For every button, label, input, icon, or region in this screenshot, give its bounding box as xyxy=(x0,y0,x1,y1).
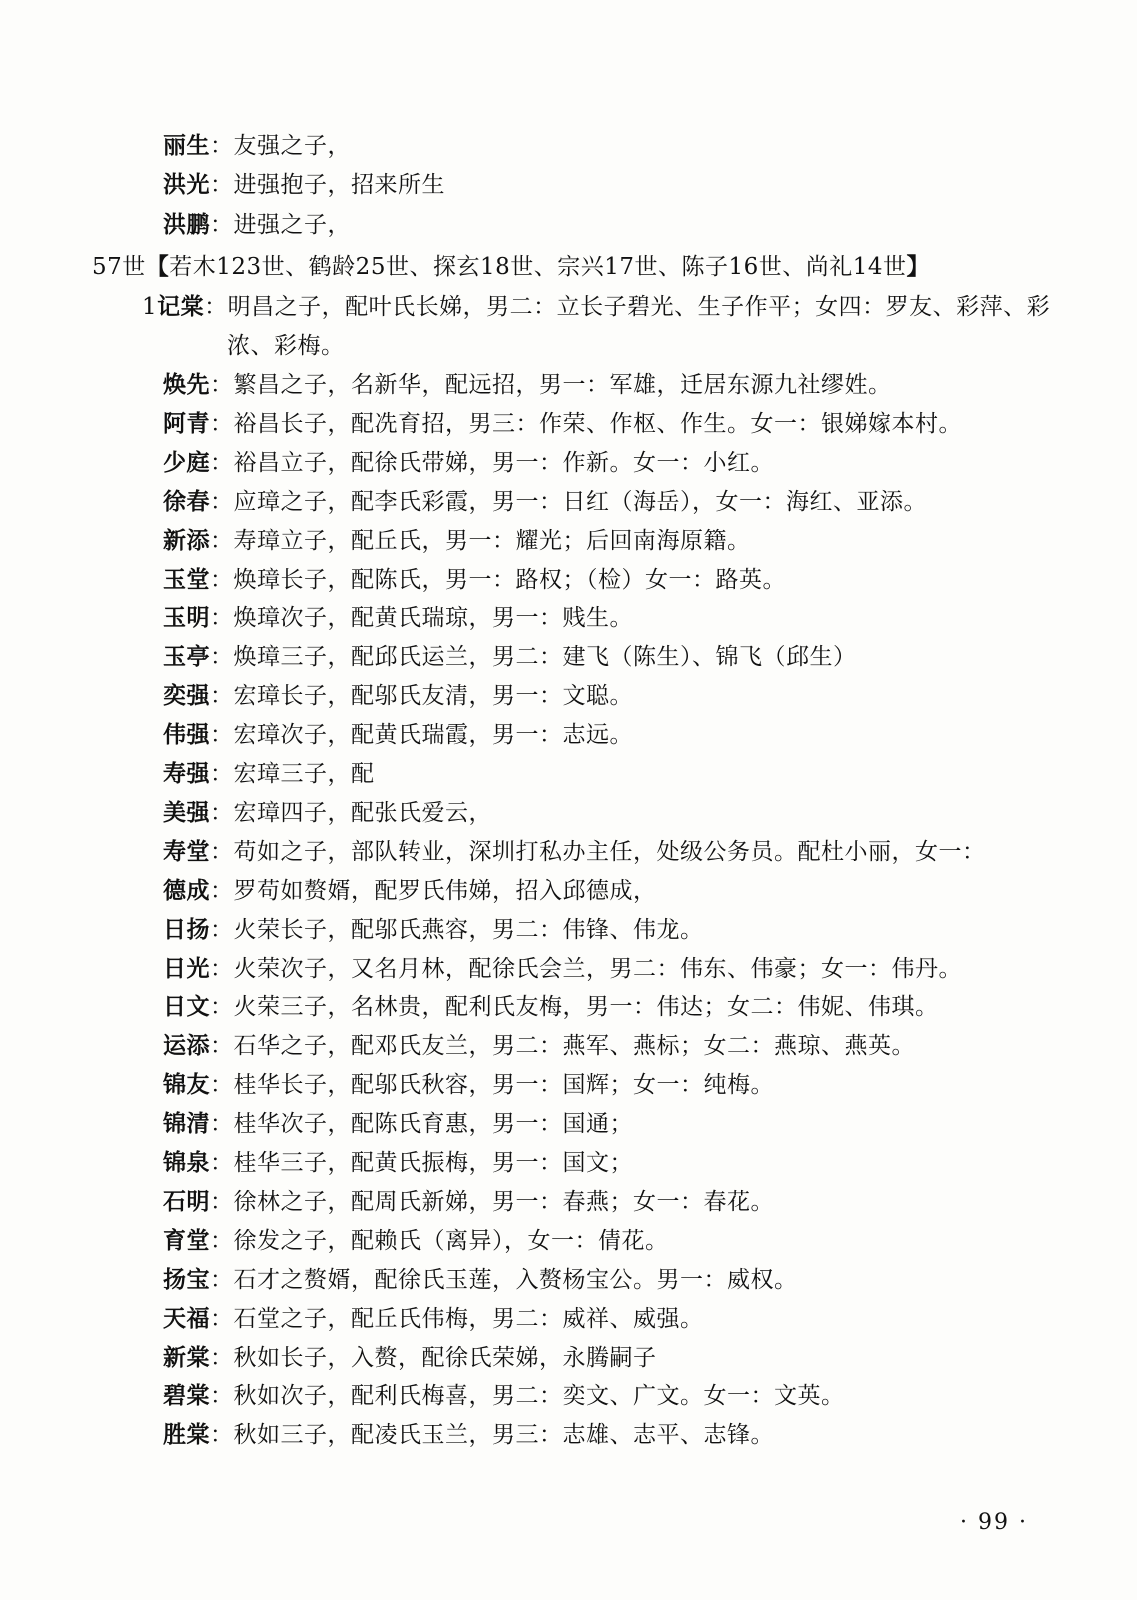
entry-text: ：石华之子，配邓氏友兰，男二：燕军、燕标；女二：燕琼、燕英。 xyxy=(210,1033,915,1059)
entry-name: 新添 xyxy=(163,528,210,554)
entry-name: 日光 xyxy=(163,956,210,982)
entry-line xyxy=(163,1381,845,1411)
entry-line xyxy=(142,292,1050,322)
entry-text: ：宏璋四子，配张氏爱云， xyxy=(210,800,492,826)
entry-number: 1 xyxy=(142,294,158,320)
entry-name: 阿青 xyxy=(163,411,210,437)
entry-name: 洪光 xyxy=(163,172,210,198)
entry-line xyxy=(163,565,786,595)
entry-name: 寿强 xyxy=(163,761,210,787)
entry-text: ：应璋之子，配李氏彩霞，男一：日红（海岳），女一：海红、亚添。 xyxy=(210,489,927,515)
entry-name: 玉堂 xyxy=(163,567,210,593)
entry-text: ：明昌之子，配叶氏长娣，男二：立长子碧光、生子作平；女四：罗友、彩萍、彩 xyxy=(204,294,1051,320)
entry-text: ：进强之子， xyxy=(210,212,351,238)
entry-line xyxy=(163,837,986,867)
entry-line xyxy=(163,759,375,789)
entry-text: ：徐林之子，配周氏新娣，男一：春燕；女一：春花。 xyxy=(210,1189,774,1215)
entry-name: 锦清 xyxy=(163,1111,210,1137)
entry-name: 丽生 xyxy=(163,133,210,159)
entry-text: ：裕昌立子，配徐氏带娣，男一：作新。女一：小红。 xyxy=(210,450,774,476)
entry-text: ：桂华三子，配黄氏振梅，男一：国文； xyxy=(210,1150,633,1176)
entry-text: ：友强之子， xyxy=(210,133,351,159)
entry-name: 奕强 xyxy=(163,683,210,709)
entry-text: ：秋如三子，配凌氏玉兰，男三：志雄、志平、志锋。 xyxy=(210,1422,774,1448)
entry-line xyxy=(163,1031,915,1061)
entry-name: 少庭 xyxy=(163,450,210,476)
entry-name: 玉明 xyxy=(163,605,210,631)
entry-line xyxy=(163,720,633,750)
entry-name: 新棠 xyxy=(163,1345,210,1371)
page-number: · 99 · xyxy=(960,1510,1028,1535)
entry-line xyxy=(163,1265,798,1295)
entry-text: ：宏璋次子，配黄氏瑞霞，男一：志远。 xyxy=(210,722,633,748)
entry-name: 育堂 xyxy=(163,1228,210,1254)
entry-line xyxy=(163,992,939,1022)
entry-text: ：火荣三子，名林贵，配利氏友梅，男一：伟达；女二：伟妮、伟琪。 xyxy=(210,994,939,1020)
entry-text: ：寿璋立子，配丘氏，男一：耀光；后回南海原籍。 xyxy=(210,528,751,554)
entry-name: 天福 xyxy=(163,1306,210,1332)
entry-line xyxy=(163,915,704,945)
generation-bracket-open: 【 xyxy=(145,254,170,280)
entry-text: ：桂华次子，配陈氏育惠，男一：国通； xyxy=(210,1111,633,1137)
entry-name: 焕先 xyxy=(163,372,210,398)
entry-line xyxy=(163,526,751,556)
entry-name: 石明 xyxy=(163,1189,210,1215)
entry-text: ：裕昌长子，配冼育招，男三：作荣、作枢、作生。女一：银娣嫁本村。 xyxy=(210,411,962,437)
entry-text: ：火荣长子，配邬氏燕容，男二：伟锋、伟龙。 xyxy=(210,917,704,943)
entry-line xyxy=(163,1420,774,1450)
entry-text: ：桂华长子，配邬氏秋容，男一：国辉；女一：纯梅。 xyxy=(210,1072,774,1098)
entry-name: 美强 xyxy=(163,800,210,826)
entry-line xyxy=(163,876,657,906)
entry-name: 日文 xyxy=(163,994,210,1020)
entry-text: ：宏璋长子，配邬氏友清，男一：文聪。 xyxy=(210,683,633,709)
generation-bracket-close: 】 xyxy=(906,254,931,280)
entry-line xyxy=(163,1343,657,1373)
entry-name: 日扬 xyxy=(163,917,210,943)
entry-name: 德成 xyxy=(163,878,210,904)
entry-text: ：宏璋三子，配 xyxy=(210,761,375,787)
entry-line xyxy=(163,1304,704,1334)
entry-name: 运添 xyxy=(163,1033,210,1059)
entry-line xyxy=(163,487,927,517)
entry-text: ：罗苟如赘婿，配罗氏伟娣，招入邱德成， xyxy=(210,878,657,904)
entry-text: ：进强抱子，招来所生 xyxy=(210,172,445,198)
generation-heading xyxy=(92,252,930,282)
entry-line xyxy=(163,642,857,672)
entry-name: 伟强 xyxy=(163,722,210,748)
entry-name: 玉亭 xyxy=(163,644,210,670)
entry-text: ：徐发之子，配赖氏（离异），女一：倩花。 xyxy=(210,1228,669,1254)
entry-line xyxy=(163,1148,633,1178)
entry-name: 徐春 xyxy=(163,489,210,515)
entry-line xyxy=(163,954,962,984)
entry-text: ：秋如次子，配利氏梅喜，男二：奕文、广文。女一：文英。 xyxy=(210,1383,845,1409)
entry-line xyxy=(163,448,774,478)
entry-line xyxy=(163,1109,633,1139)
entry-line xyxy=(163,370,892,400)
entry-name: 洪鹏 xyxy=(163,212,210,238)
entry-text: ：焕璋长子，配陈氏，男一：路权；（检）女一：路英。 xyxy=(210,567,786,593)
entry-text: ：焕璋三子，配邱氏运兰，男二：建飞（陈生）、锦飞（邱生） xyxy=(210,644,857,670)
generation-text: 若木123世、鹤龄25世、探玄18世、宗兴17世、陈子16世、尚礼14世 xyxy=(169,254,907,280)
entry-text: ：火荣次子，又名月林，配徐氏会兰，男二：伟东、伟豪；女一：伟丹。 xyxy=(210,956,962,982)
entry-line xyxy=(163,170,445,200)
entry-name: 碧棠 xyxy=(163,1383,210,1409)
entry-line xyxy=(163,603,633,633)
entry-name: 扬宝 xyxy=(163,1267,210,1293)
entry-continuation: 浓、彩梅。 xyxy=(227,333,345,359)
entry-line xyxy=(163,1070,774,1100)
entry-text: ：繁昌之子，名新华，配远招，男一：军雄，迁居东源九社缪姓。 xyxy=(210,372,892,398)
entry-line xyxy=(163,798,492,828)
entry-text: ：苟如之子，部队转业，深圳打私办主任，处级公务员。配杜小丽，女一： xyxy=(210,839,986,865)
entry-line xyxy=(163,1187,774,1217)
entry-text: ：焕璋次子，配黄氏瑞琼，男一：贱生。 xyxy=(210,605,633,631)
entry-name: 记棠 xyxy=(157,294,205,320)
entry-line xyxy=(163,131,351,161)
entry-name: 锦泉 xyxy=(163,1150,210,1176)
entry-name: 胜棠 xyxy=(163,1422,210,1448)
entry-line xyxy=(163,210,351,240)
entry-text: ：石堂之子，配丘氏伟梅，男二：威祥、威强。 xyxy=(210,1306,704,1332)
entry-line xyxy=(163,681,633,711)
entry-name: 寿堂 xyxy=(163,839,210,865)
entry-text: ：石才之赘婿，配徐氏玉莲，入赘杨宝公。男一：威权。 xyxy=(210,1267,798,1293)
entry-line xyxy=(163,1226,669,1256)
entry-text: ：秋如长子，入赘，配徐氏荣娣，永腾嗣子 xyxy=(210,1345,657,1371)
generation-prefix: 57世 xyxy=(92,254,146,280)
entry-name: 锦友 xyxy=(163,1072,210,1098)
entry-line xyxy=(163,409,962,439)
